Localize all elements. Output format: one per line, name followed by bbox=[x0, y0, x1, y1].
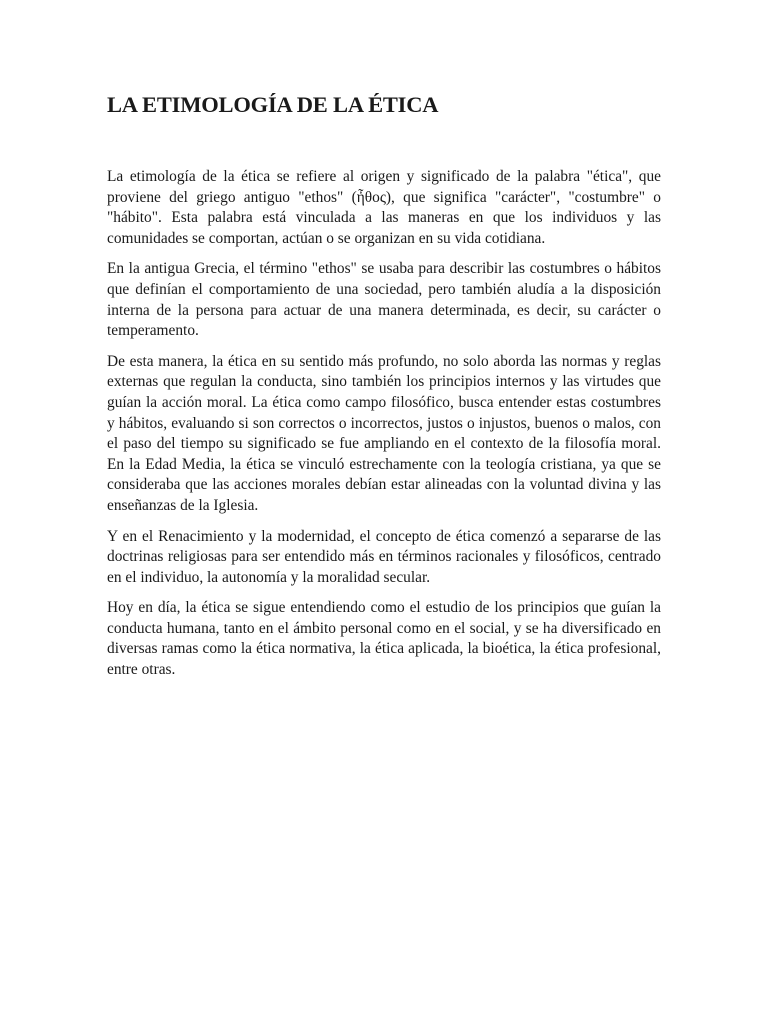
document-body bbox=[107, 167, 661, 681]
document-page bbox=[107, 90, 661, 691]
paragraph-5: Hoy en día, la ética se sigue entendiendo como el estudio de los principios que guían la conducta humana, tanto en el ámbito personal como en el social, y se ha diversificado en diversas ramas como la ética normativa, la ética aplicada, la bioética, la ética profesional, entre otras. bbox=[107, 599, 661, 679]
paragraph-4: Y en el Renacimiento y la modernidad, el concepto de ética comenzó a separarse de las doctrinas religiosas para ser entendido más en términos racionales y filosóficos, centrado en el individuo, la autonomía y la moralidad secular. bbox=[107, 527, 661, 586]
paragraph-3: De esta manera, la ética en su sentido más profundo, no solo aborda las normas y reglas externas que regulan la conducta, sino también los principios internos y las virtudes que guían la acción moral. La ética como campo filosófico, busca entender estas costumbres y hábitos, evaluando si son correctos o incorrectos, justos o injustos, buenos o malos, con el paso del tiempo su significado se fue ampliando en el contexto de la filosofía moral. En la Edad Media, la ética se vinculó estrechamente con la teología cristiana, ya que se consideraba que las acciones morales debían estar alineadas con la voluntad divina y las enseñanzas de la Iglesia. bbox=[107, 352, 661, 514]
paragraph-1: La etimología de la ética se refiere al origen y significado de la palabra "ética", que proviene del griego antiguo "ethos" (ἦθος), que significa "carácter", "costumbre" o "hábito". Esta palabra está vinculada a las maneras en que los individuos y las comunidades se comportan, actúan o se organizan en su vida cotidiana. bbox=[107, 168, 661, 247]
document-title: LA ETIMOLOGÍA DE LA ÉTICA bbox=[107, 92, 439, 117]
paragraph-2: En la antigua Grecia, el término "ethos" se usaba para describir las costumbres o hábitos que definían el comportamiento de una sociedad, pero también aludía a la disposición interna de la persona para actuar de una manera determinada, es decir, su carácter o temperamento. bbox=[107, 260, 661, 340]
